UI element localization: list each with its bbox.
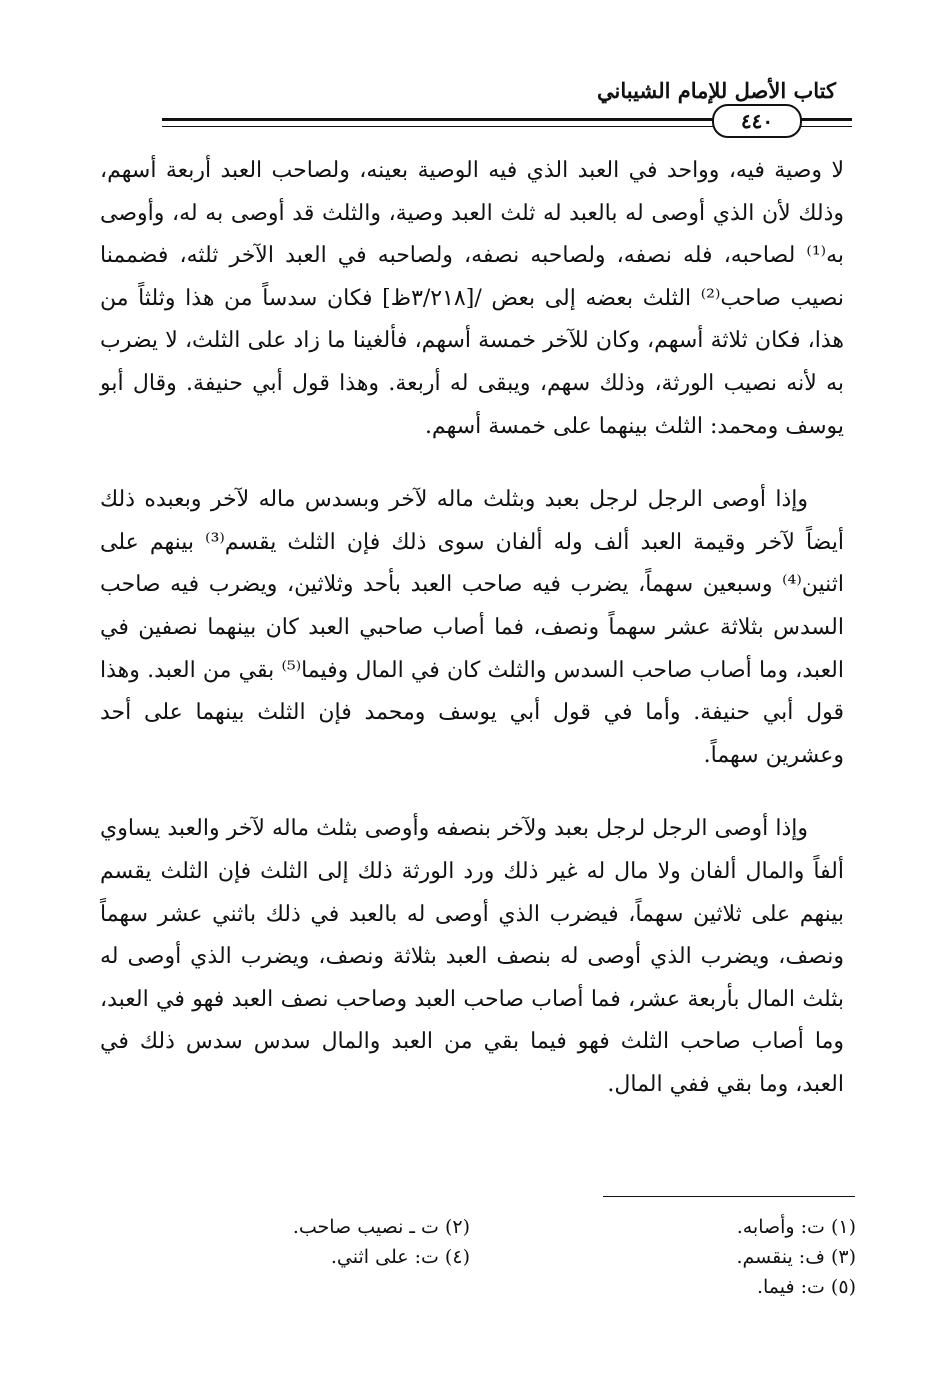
- footnote-1: (١) ت: وأصابه.: [736, 1216, 856, 1238]
- footnote-3: (٣) ف: ينقسم.: [736, 1246, 856, 1268]
- footnote-column-right: [556, 1212, 856, 1302]
- header-rule-tail: [798, 118, 852, 121]
- footnote-separator: [603, 1196, 855, 1197]
- page-number: ٤٤٠: [712, 104, 802, 138]
- footnote-4: (٤) ت: على اثني.: [330, 1246, 470, 1268]
- paragraph-3: وإذا أوصى الرجل لرجل بعبد ولآخر بنصفه وأوصى بثلث ماله لآخر والعبد يساوي ألفاً والمال ألفان ولا مال له غير ذلك ورد الورثة ذلك إلى الثلث فإن الثلث يقسم بينهم على ثلاثين سهماً، فيضرب الذي أوصى له بالعبد في ذلك باثني عشر سهماً ونصف، ويضرب الذي أوصى له بنصف العبد بثلاثة ونصف، ويضرب الذي أوصى له بثلث المال بأربعة عشر، فما أصاب صاحب العبد وصاحب نصف العبد فهو في العبد، وما أصاب صاحب الثلث فهو فيما بقي من العبد والمال سدس سدس ذلك في العبد، وما بقي ففي المال.: [100, 816, 844, 1097]
- footnote-5: (٥) ت: فيما.: [756, 1276, 856, 1298]
- main-text: [100, 150, 844, 1137]
- paragraph-2: وإذا أوصى الرجل لرجل بعبد وبثلث ماله لآخر وبسدس ماله لآخر وبعبده ذلك أيضاً لآخر وقيمة العبد ألف وله ألفان سوى ذلك فإن الثلث يقسم⁽³⁾ بينهم على اثنين⁽⁴⁾ وسبعين سهماً، يضرب فيه صاحب العبد بأحد وثلاثين، ويضرب فيه صاحب السدس بثلاثة عشر سهماً ونصف، فما أصاب صاحبي العبد كان بينهما نصفين في العبد، وما أصاب صاحب السدس والثلث كان في المال وفيما⁽⁵⁾ بقي من العبد. وهذا قول أبي حنيفة. وأما في قول أبي يوسف ومحمد فإن الثلث بينهما على أحد وعشرين سهماً.: [100, 487, 844, 768]
- footnote-2: (٢) ت ـ نصيب صاحب.: [292, 1216, 470, 1238]
- footnote-column-left: [170, 1212, 470, 1272]
- paragraph-1: لا وصية فيه، وواحد في العبد الذي فيه الوصية بعينه، ولصاحب العبد أربعة أسهم، وذلك لأن الذي أوصى له بالعبد له ثلث العبد وصية، والثلث قد أوصى به له، وأوصى به⁽¹⁾ لصاحبه، فله نصفه، ولصاحبه نصفه، ولصاحبه في العبد الآخر ثلثه، فضممنا نصيب صاحب⁽²⁾ الثلث بعضه إلى بعض /[٣/٢١٨ظ] فكان سدساً من هذا وثلثاً من هذا، فكان ثلاثة أسهم، وكان للآخر خمسة أسهم، فألغينا ما زاد على الثلث، لا يضرب به لأنه نصيب الورثة، وذلك سهم، ويبقى له أربعة. وهذا قول أبي حنيفة. وقال أبو يوسف ومحمد: الثلث بينهما على خمسة أسهم.: [100, 158, 845, 439]
- running-title: كتاب الأصل للإمام الشيباني: [597, 78, 836, 103]
- footnotes: [230, 1212, 856, 1322]
